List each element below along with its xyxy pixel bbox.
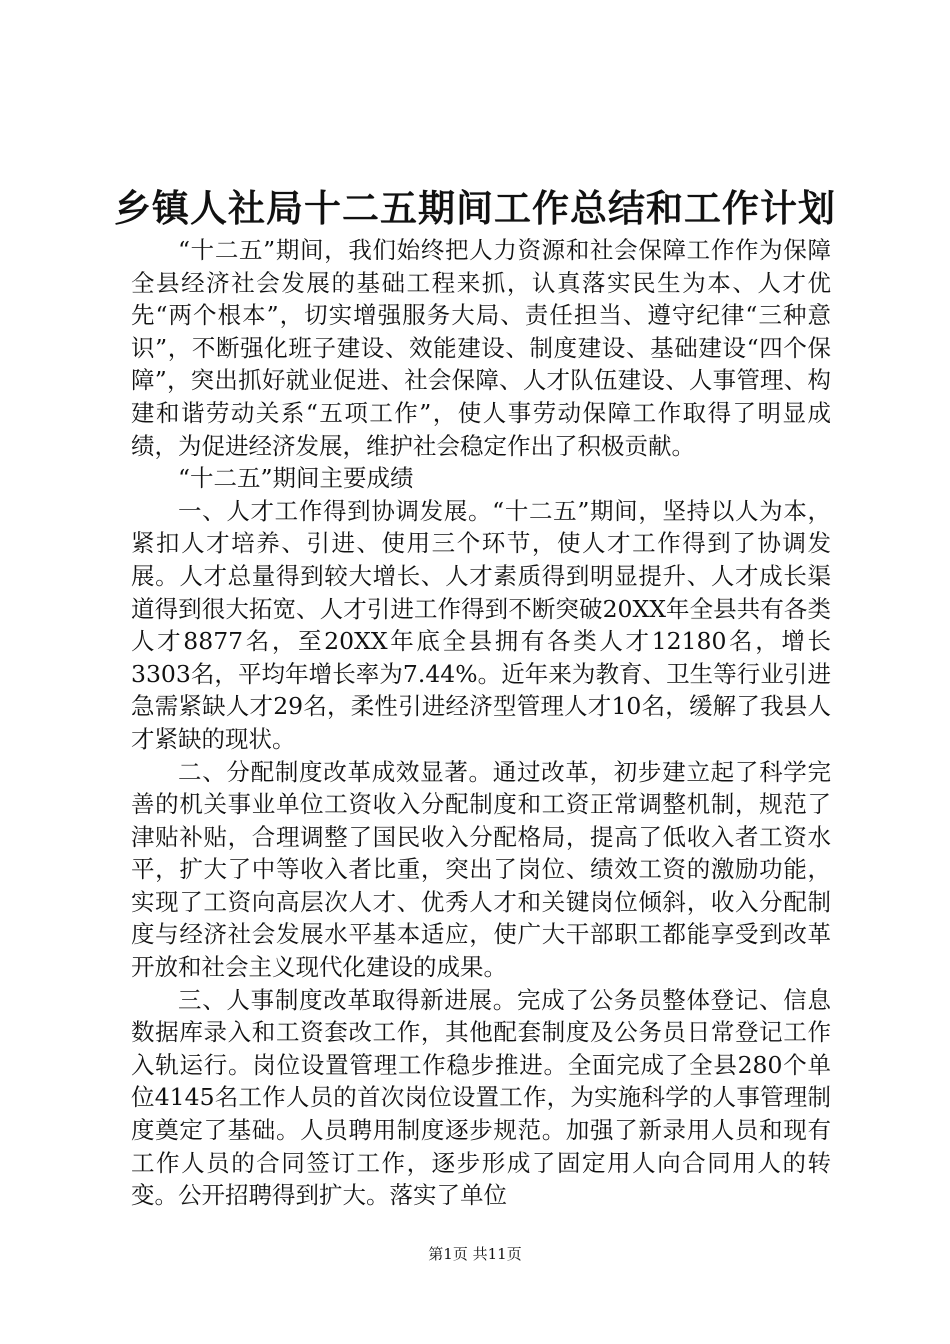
- paragraph-talent-work: 一、人才工作得到协调发展。“十二五”期间，坚持以人为本，紧扣人才培养、引进、使用三个环节，使人才工作得到了协调发展。人才总量得到较大增长、人才素质得到明显提升、人才成长渠道得到很大拓宽、人才引进工作得到不断突破20XX年全县共有各类人才8877名，至20XX年底全县拥有各类人才12180名，增长3303名，平均年增长率为7.44%。近年来为教育、卫生等行业引进急需紧缺人才29名，柔性引进经济型管理人才10名，缓解了我县人才紧缺的现状。: [131, 496, 831, 753]
- page-number-footer: 第1页 共11页: [428, 1245, 522, 1263]
- paragraph-achievements-heading: “十二五”期间主要成绩: [178, 464, 414, 493]
- document-body: [131, 234, 831, 1212]
- paragraph-intro: “十二五”期间，我们始终把人力资源和社会保障工作作为保障全县经济社会发展的基础工程来抓，认真落实民生为本、人才优先“两个根本”，切实增强服务大局、责任担当、遵守纪律“三种意识”，不断强化班子建设、效能建设、制度建设、基础建设“四个保障”，突出抓好就业促进、社会保障、人才队伍建设、人事管理、构建和谐劳动关系“五项工作”，使人事劳动保障工作取得了明显成绩，为促进经济发展，维护社会稳定作出了积极贡献。: [131, 236, 831, 460]
- paragraph-distribution-reform: 二、分配制度改革成效显著。通过改革，初步建立起了科学完善的机关事业单位工资收入分配制度和工资正常调整机制，规范了津贴补贴，合理调整了国民收入分配格局，提高了低收入者工资水平，扩大了中等收入者比重，突出了岗位、绩效工资的激励功能，实现了工资向高层次人才、优秀人才和关键岗位倾斜，收入分配制度与经济社会发展水平基本适应，使广大干部职工都能享受到改革开放和社会主义现代化建设的成果。: [131, 757, 831, 982]
- document-title: 乡镇人社局十二五期间工作总结和工作计划: [114, 186, 836, 230]
- paragraph-personnel-reform: 三、人事制度改革取得新进展。完成了公务员整体登记、信息数据库录入和工资套改工作，其他配套制度及公务员日常登记工作入轨运行。岗位设置管理工作稳步推进。全面完成了全县280个单位4145名工作人员的首次岗位设置工作，为实施科学的人事管理制度奠定了基础。人员聘用制度逐步规范。加强了新录用人员和现有工作人员的合同签订工作，逐步形成了固定用人向合同用人的转变。公开招聘得到扩大。落实了单位: [131, 985, 831, 1210]
